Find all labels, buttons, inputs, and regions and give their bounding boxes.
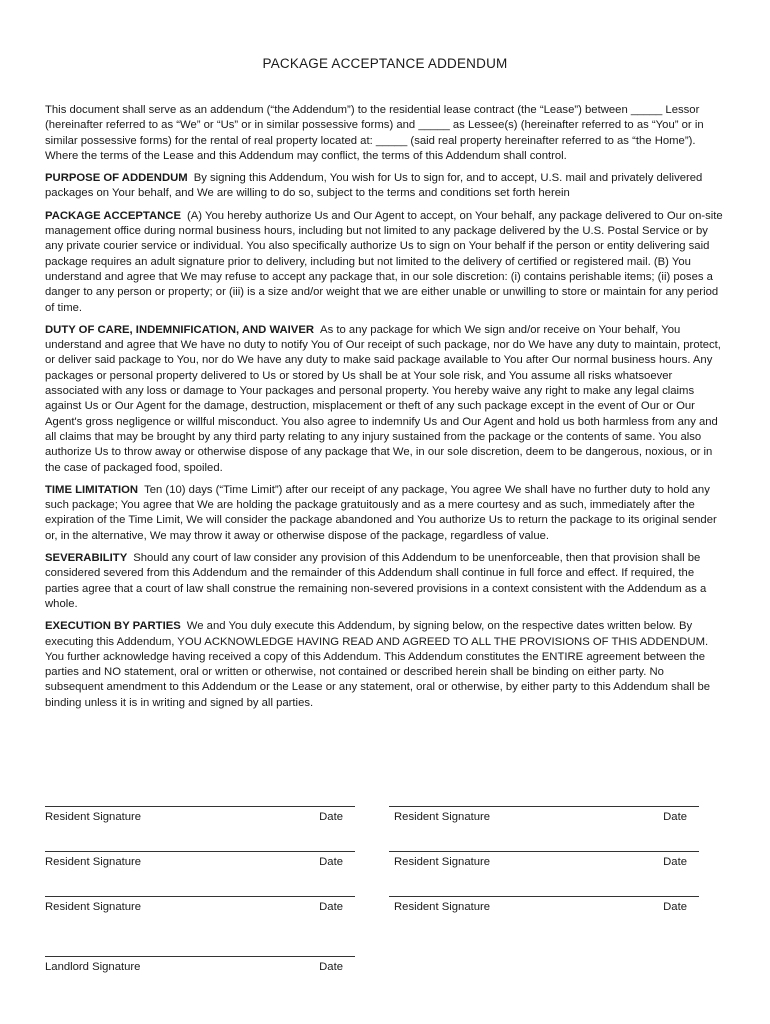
signature-line[interactable] xyxy=(45,851,355,852)
signature-block xyxy=(389,851,699,868)
section-body: Should any court of law consider any provision of this Addendum to be unenforceable, then that provision shall be considered severed from this Addendum and the remainder of this Addendum shall continue in full force and effect. If required, the parties agree that a court of law shall construe the remaining non-severed provisions in a context consistent with the Addendum as a whole. xyxy=(45,552,707,610)
signature-block xyxy=(45,896,355,913)
signature-label: Resident Signature xyxy=(45,901,142,913)
section-heading: DUTY OF CARE, INDEMNIFICATION, AND WAIVER xyxy=(45,323,315,336)
section-body: (A) You hereby authorize Us and Our Agent to accept, on Your behalf, any package delivered to Our on-site management office during normal business hours, including but not limited to any package delivered by the U.S. Postal Service or by any private courier service or individual. You also specifically authorize Us to sign on Your behalf if the person or entity delivering said package requires an adult signature prior to delivery, including but not limited to the delivery of certified or registered mail. (B) You understand and agree that We may refuse to accept any package that, in our sole discretion: (i) contains perishable items; (ii) poses a danger to any person or property; or (iii) is a size and/or weight that we are either unable or unwilling to store or maintain for any period of time. xyxy=(45,209,723,314)
intro-paragraph: This document shall serve as an addendum (“the Addendum”) to the residential lease contract (the “Lease”) between _____ Lessor (hereinafter referred to as “We” or “Us” or in similar possessive forms) and _____ as Lessee(s) (hereinafter referred to as “You” or in similar possessive forms) for the rental of real property located at: _____ (said real property hereinafter referred to as “the Home”). Where the terms of the Lease and this Addendum may conflict, the terms of this Addendum shall control. xyxy=(45,104,704,162)
section-heading: PACKAGE ACCEPTANCE xyxy=(45,209,181,222)
signature-line[interactable] xyxy=(45,956,355,957)
section-heading: PURPOSE OF ADDENDUM xyxy=(45,172,188,185)
date-label: Date xyxy=(663,901,687,913)
signature-area xyxy=(45,0,725,1024)
signature-label: Resident Signature xyxy=(394,901,491,913)
section-body: As to any package for which We sign and/or receive on Your behalf, You understand and agree that We have no duty to notify You of Our receipt of such package, nor do We have any duty to maintain, protect, or deliver said package to You, nor do We have any duty to make said package available to You after Our normal business hours. Any packages or personal property delivered to Us or stored by Us shall be at Your sole risk, and You assume all risks whatsoever associated with any loss or damage to Your packages and personal property. You hereby waive any right to make any legal claims against Us or Our Agent for the damage, destruction, misplacement or theft of any such package except in the event of Our or Our Agent's gross negligence or willful misconduct. You also agree to indemnify Us and Our Agent and hold us both harmless from any and all claims that may be brought by any third party relating to any injury sustained from the package or the contents of same. You also authorize Us to throw away or otherwise dispose of any package that We, in our sole discretion, deem to be dangerous, noxious, or in the case of packaged food, spoiled. xyxy=(45,323,721,474)
section-body: We and You duly execute this Addendum, by signing below, on the respective dates written below. By executing this Addendum, YOU ACKNOWLEDGE HAVING READ AND AGREED TO ALL THE PROVISIONS OF THIS ADDENDUM. You further acknowledge having received a copy of this Addendum. This Addendum constitutes the ENTIRE agreement between the parties and NO statement, oral or written or otherwise, not contained or described herein shall be binding on either party. No subsequent amendment to this Addendum or the Lease or any statement, oral or otherwise, by either party to this Addendum shall be binding unless it is in writing and signed by all parties. xyxy=(45,620,711,709)
date-label: Date xyxy=(319,811,343,823)
signature-line[interactable] xyxy=(389,851,699,852)
section-heading: SEVERABILITY xyxy=(45,552,128,565)
signature-line[interactable] xyxy=(45,806,355,807)
signature-label: Resident Signature xyxy=(45,856,142,868)
section-heading: EXECUTION BY PARTIES xyxy=(45,620,181,633)
section-body: By signing this Addendum, You wish for Us to sign for, and to accept, U.S. mail and privately delivered packages on Your behalf, and We are willing to do so, subject to the terms and conditions set forth herein xyxy=(45,172,703,200)
signature-label: Resident Signature xyxy=(45,811,142,823)
document-title: PACKAGE ACCEPTANCE ADDENDUM xyxy=(262,56,508,71)
signature-line[interactable] xyxy=(389,806,699,807)
signature-label: Resident Signature xyxy=(394,811,491,823)
date-label: Date xyxy=(663,811,687,823)
date-label: Date xyxy=(319,961,343,973)
section-heading: TIME LIMITATION xyxy=(45,483,139,496)
signature-line[interactable] xyxy=(389,896,699,897)
date-label: Date xyxy=(319,856,343,868)
signature-line[interactable] xyxy=(45,896,355,897)
date-label: Date xyxy=(319,901,343,913)
signature-block xyxy=(389,806,699,823)
signature-block xyxy=(389,896,699,913)
section-body: Ten (10) days (“Time Limit”) after our receipt of any package, You agree We shall have no further duty to hold any such package; You agree that We are holding the package gratuitously and as a mere courtesy and as such, immediately after the expiration of the Time Limit, We will consider the package abandoned and You authorize Us to return the package to its original sender or, in the alternative, We may throw it away or otherwise dispose of the package, regardless of value. xyxy=(45,483,717,542)
date-label: Date xyxy=(663,856,687,868)
signature-block xyxy=(45,806,355,823)
landlord-signature-block xyxy=(45,956,355,973)
signature-label: Resident Signature xyxy=(394,856,491,868)
signature-label: Landlord Signature xyxy=(45,961,141,973)
signature-block xyxy=(45,851,355,868)
